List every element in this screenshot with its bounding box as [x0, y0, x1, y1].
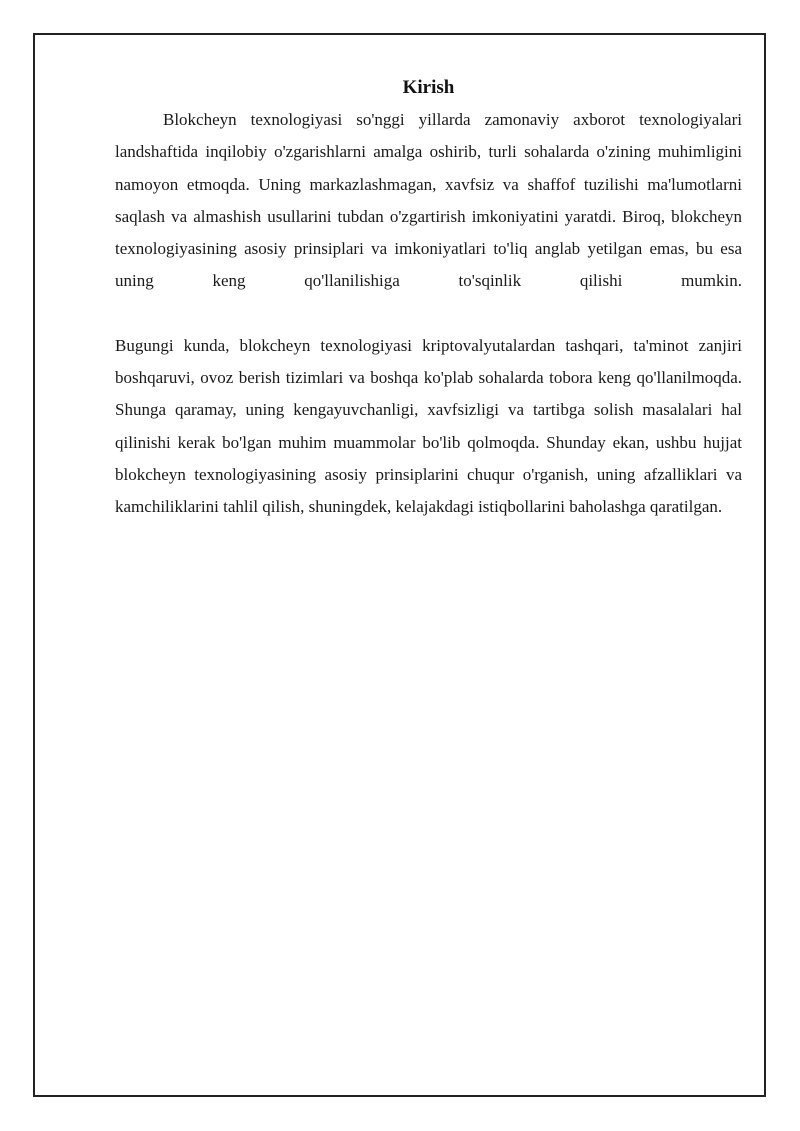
document-body [115, 72, 742, 524]
paragraph-1: Blokcheyn texnologiyasi so'nggi yillarda zamonaviy axborot texnologiyalari landshaftida inqilobiy o'zgarishlarni amalga oshirib, turli sohalarda o'zining muhimligini namoyon etmoqda. Uning markazlashmagan, xavfsiz va shaffof tuzilishi ma'lumotlarni saqlash va almashish usullarini tubdan o'zgartirish imkoniyatini yaratdi. Biroq, blokcheyn texnologiyasining asosiy prinsiplari va imkoniyatlari to'liq anglab yetilgan emas, bu esa uning keng qo'llanilishiga to'sqinlik qilishi mumkin. [115, 110, 742, 291]
paragraph-spacer [115, 298, 742, 330]
paragraph-2: Bugungi kunda, blokcheyn texnologiyasi kriptovalyutalardan tashqari, ta'minot zanjiri boshqaruvi, ovoz berish tizimlari va boshqa ko'plab sohalarda tobora keng qo'llanilmoqda. Shunga qaramay, uning kengayuvchanligi, xavfsizligi va tartibga solish masalalari hal qilinishi kerak bo'lgan muhim muammolar bo'lib qolmoqda. Shunday ekan, ushbu hujjat blokcheyn texnologiyasining asosiy prinsiplarini chuqur o'rganish, uning afzalliklari va kamchiliklarini tahlil qilish, shuningdek, kelajakdagi istiqbollarini baholashga qaratilgan. [115, 335, 742, 517]
page-title: Kirish [402, 77, 455, 98]
